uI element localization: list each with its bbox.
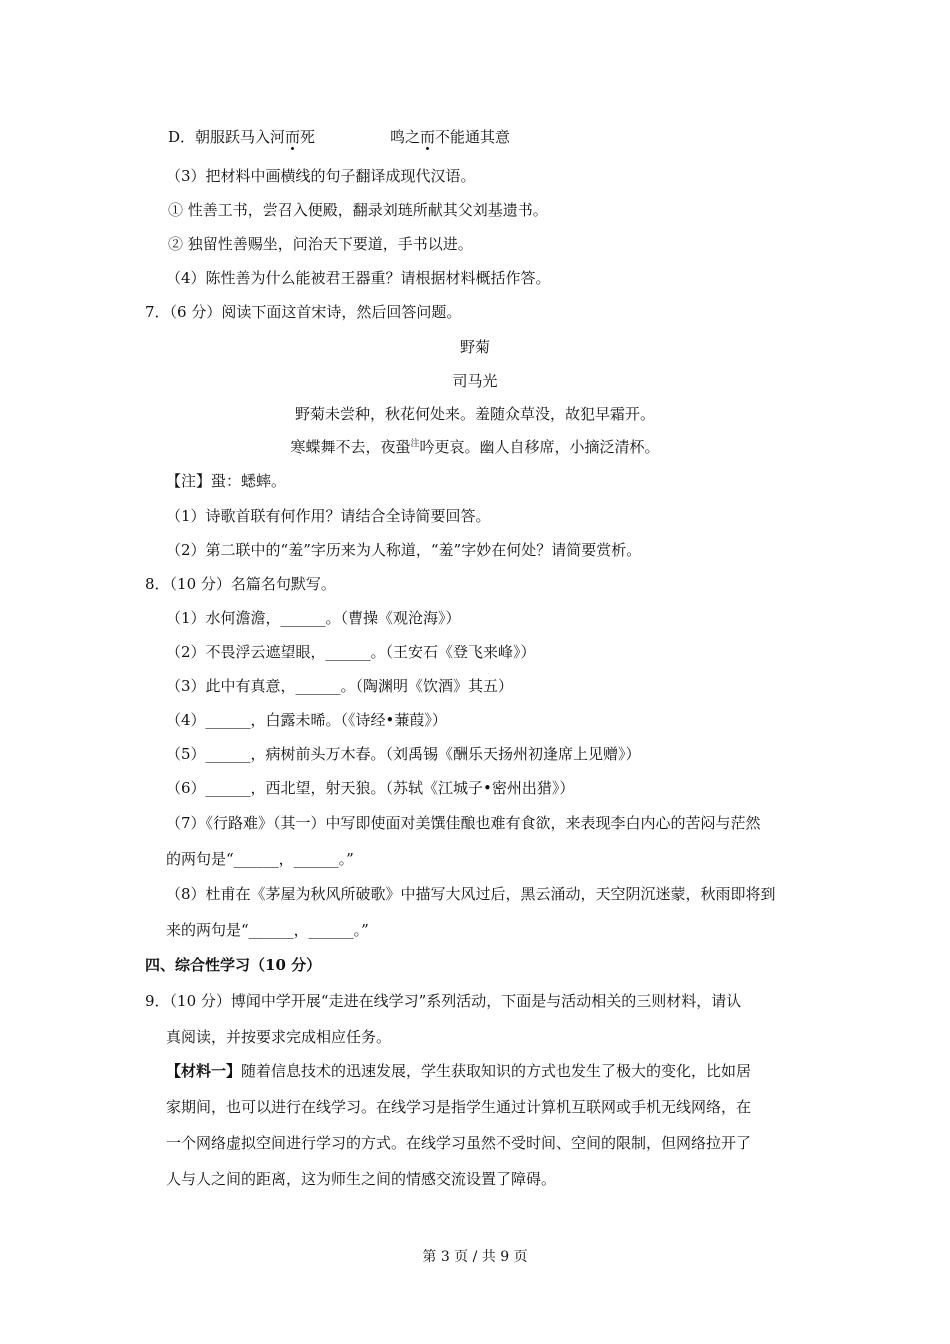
material-1-line-4: 人与人之间的距离，这为师生之间的情感交流设置了障碍。 xyxy=(166,1170,557,1188)
q8-item-7-line-1: （7）《行路难》（其一）中写即使面对美馔佳酿也难有食欲，来表现李白内心的苦闷与茫然 xyxy=(166,814,761,832)
poem-line-1: 野菊未尝种，秋花何处来。羞随众草没，故犯早霜开。 xyxy=(294,405,655,423)
material-1-tag: 【材料一】 xyxy=(166,1062,242,1080)
q6-option-d xyxy=(168,127,315,147)
emphasized-char: 而 xyxy=(420,128,436,146)
q8-item-8-line-2: 来的两句是“______，______。” xyxy=(166,921,369,939)
q9-stem-line-1: 9．（10 分）博闻中学开展“走进在线学习”系列活动，下面是与活动相关的三则材料，请认 xyxy=(145,992,742,1010)
q8-item-2: （2）不畏浮云遮望眼，______。（王安石《登飞来峰》） xyxy=(166,643,536,661)
page-footer: 第 3 页 / 共 9 页 xyxy=(422,1249,528,1265)
q7-stem: 7．（6 分）阅读下面这首宋诗，然后回答问题。 xyxy=(145,303,462,321)
q6-subquestion-3: （3）把材料中画横线的句子翻译成现代汉语。 xyxy=(166,167,476,185)
q7-subquestion-1: （1）诗歌首联有何作用？请结合全诗简要回答。 xyxy=(166,507,491,525)
material-1-line-3: 一个网络虚拟空间进行学习的方式。在线学习虽然不受时间、空间的限制，但网络拉开了 xyxy=(166,1134,752,1152)
material-1-line-1 xyxy=(166,1061,751,1081)
option-d-part-c: 鸣之 xyxy=(390,128,421,146)
q6-sentence-2: ② 独留性善赐坐，问治天下要道，手书以进。 xyxy=(168,235,473,253)
section-heading: 四、综合性学习（10 分） xyxy=(145,956,322,974)
q8-item-5: （5）______，病树前头万木春。（刘禹锡《酬乐天扬州初逢席上见赠》） xyxy=(166,745,641,763)
poem-line-2-a: 寒蝶舞不去，夜蛩 xyxy=(290,438,411,456)
q9-stem-line-2: 真阅读，并按要求完成相应任务。 xyxy=(166,1028,392,1046)
footnote-marker: 注 xyxy=(410,439,420,449)
q8-item-4: （4）______，白露未晞。（《诗经•蒹葭》） xyxy=(166,711,447,729)
emphasized-char: 而 xyxy=(285,128,301,146)
q8-item-7-line-2: 的两句是“______，______。” xyxy=(166,850,354,868)
q6-sentence-1: ① 性善工书，尝召入便殿，翻录刘琏所献其父刘基遗书。 xyxy=(168,201,548,219)
poem-title: 野菊 xyxy=(459,338,490,356)
q8-stem: 8．（10 分）名篇名句默写。 xyxy=(145,575,336,593)
option-d-part-a: D．朝服跃马入河 xyxy=(168,128,286,146)
poem-note: 【注】蛩：蟋蟀。 xyxy=(166,472,287,490)
q8-item-3: （3）此中有真意，______。（陶渊明《饮酒》其五） xyxy=(166,677,514,695)
poem-line-2 xyxy=(0,437,950,457)
poem-line-2-b: 吟更哀。幽人自移席，小摘泛清杯。 xyxy=(419,438,660,456)
option-d-part-d: 不能通其意 xyxy=(435,128,511,146)
material-1-line-2: 家期间，也可以进行在线学习。在线学习是指学生通过计算机互联网或手机无线网络，在 xyxy=(166,1098,752,1116)
q6-option-d-second xyxy=(390,127,510,147)
q8-item-1: （1）水何澹澹，______。（曹操《观沧海》） xyxy=(166,609,461,627)
q8-item-6: （6）______，西北望，射天狼。（苏轼《江城子•密州出猎》） xyxy=(166,779,575,797)
q7-subquestion-2: （2）第二联中的“羞”字历来为人称道，“羞”字妙在何处？请简要赏析。 xyxy=(166,541,642,559)
q6-subquestion-4: （4）陈性善为什么能被君王器重？请根据材料概括作答。 xyxy=(166,269,551,287)
poem-author: 司马光 xyxy=(452,372,498,390)
material-1-text: 随着信息技术的迅速发展，学生获取知识的方式也发生了极大的变化，比如居 xyxy=(241,1062,752,1080)
q8-item-8-line-1: （8）杜甫在《茅屋为秋风所破歌》中描写大风过后，黑云涌动，天空阴沉迷蒙，秋雨即将到 xyxy=(166,885,776,903)
option-d-part-b: 死 xyxy=(300,128,316,146)
